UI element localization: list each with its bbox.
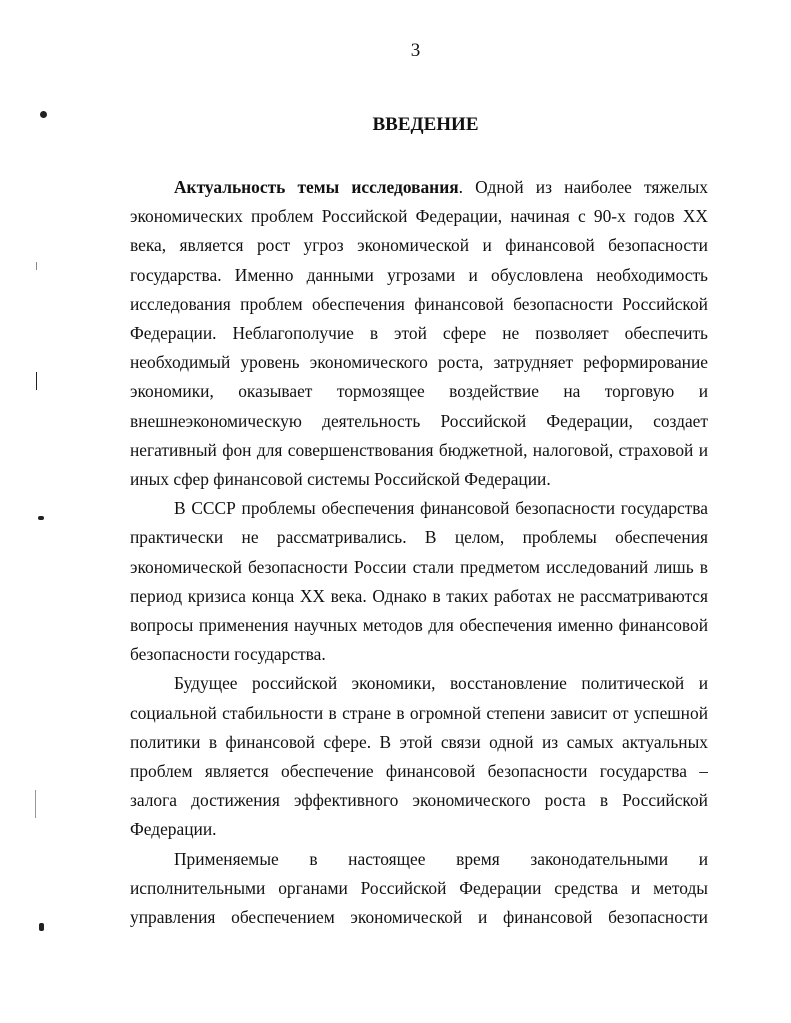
paragraph-text: . Одной из наиболее тяжелых экономических проблем Российской Федерации, начиная с 90-х годов XX века, является рост угроз экономической и финансовой безопасности государства. Именно данными угрозами и обусловлена необходимость исследования проблем обеспечения финансовой безопасности Российской Федерации. Неблагополучие в этой сфере не позволяет обеспечить необходимый уровень экономического роста, затрудняет реформирование экономики, оказывает тормозящее воздействие на торговую и внешнеэкономическую деятельность Российской Федерации, создает негативный фон для совершенствования бюджетной, налоговой, страховой и иных сфер финансовой системы Российской Федерации. xyxy=(130,177,708,490)
paragraph-relevance xyxy=(130,173,708,494)
document-body xyxy=(130,173,708,932)
paragraph-ussr: В СССР проблемы обеспечения финансовой безопасности государства практически не рассматривались. В целом, проблемы обеспечения экономической безопасности России стали предметом исследований лишь в период кризиса конца XX века. Однако в таких работах не рассматриваются вопросы применения научных методов для обеспечения именно финансовой безопасности государства. xyxy=(130,498,708,665)
scan-dot-artifact xyxy=(40,111,47,118)
scan-line-artifact xyxy=(35,790,36,818)
page-title: ВВЕДЕНИЕ xyxy=(372,114,479,135)
paragraph-methods: Применяемые в настоящее время законодательными и исполнительными органами Российской Федерации средства и методы управления обеспечением экономической и финансовой безопасности xyxy=(130,848,708,928)
page-number: 3 xyxy=(410,40,421,61)
scan-line-artifact xyxy=(36,372,37,390)
paragraph-lead: Актуальность темы исследования xyxy=(174,177,459,197)
scan-mark-artifact xyxy=(39,923,44,931)
scan-mark-artifact xyxy=(38,516,44,520)
paragraph-future: Будущее российской экономики, восстановление политической и социальной стабильности в стране в огромной степени зависит от успешной политики в финансовой сфере. В этой связи одной из самых актуальных проблем является обеспечение финансовой безопасности государства – залога достижения эффективного экономического роста в Российской Федерации. xyxy=(130,673,708,840)
scan-line-artifact xyxy=(36,262,37,270)
